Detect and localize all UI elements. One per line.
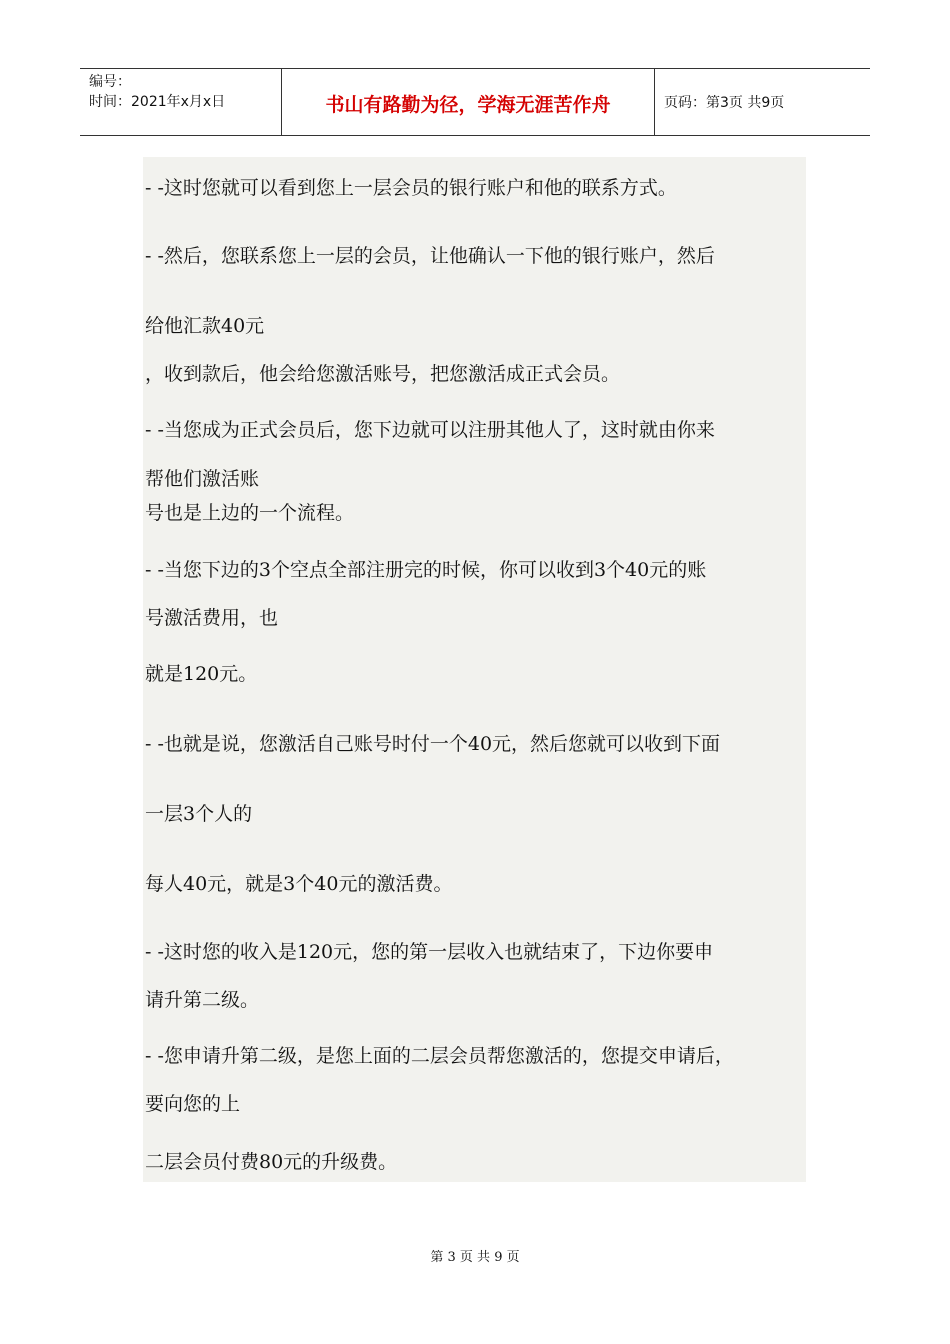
header-bottom-border (80, 135, 870, 136)
header-divider-right (654, 68, 655, 136)
text-line: 一层3个人的 (145, 803, 253, 825)
text-line: - -也就是说，您激活自己账号时付一个40元，然后您就可以收到下面 (145, 733, 721, 755)
header-motto: 书山有路勤为径，学海无涯苦作舟 (325, 94, 611, 116)
text-line: 要向您的上 (145, 1093, 241, 1115)
text-line: - -当您成为正式会员后，您下边就可以注册其他人了，这时就由你来 (145, 419, 715, 441)
header-top-border (80, 68, 870, 69)
document-number-label: 编号： (89, 74, 131, 90)
text-line: - -这时您的收入是120元，您的第一层收入也就结束了，下边你要申 (145, 941, 714, 963)
text-line: 每人40元，就是3个40元的激活费。 (145, 873, 453, 895)
text-line: - -您申请升第二级，是您上面的二层会员帮您激活的，您提交申请后， (145, 1045, 734, 1067)
text-line: 二层会员付费80元的升级费。 (145, 1151, 398, 1173)
text-line: - -这时您就可以看到您上一层会员的银行账户和他的联系方式。 (145, 177, 677, 199)
text-line: 就是120元。 (145, 663, 258, 685)
text-line: - -当您下边的3个空点全部注册完的时候，你可以收到3个40元的账 (145, 559, 707, 581)
text-line: 帮他们激活账 (145, 468, 260, 490)
text-line: ，收到款后，他会给您激活账号，把您激活成正式会员。 (145, 363, 621, 385)
text-line: 号激活费用，也 (145, 607, 279, 629)
text-line: - -然后，您联系您上一层的会员，让他确认一下他的银行账户，然后 (145, 245, 715, 267)
text-line: 号也是上边的一个流程。 (145, 502, 355, 524)
header-page-info: 页码：第3页 共9页 (664, 95, 785, 111)
text-line: 给他汇款40元 (145, 315, 265, 337)
text-line: 请升第二级。 (145, 989, 260, 1011)
page-footer: 第 3 页 共 9 页 (430, 1250, 520, 1265)
document-date-label: 时间：2021年x月x日 (89, 94, 226, 110)
